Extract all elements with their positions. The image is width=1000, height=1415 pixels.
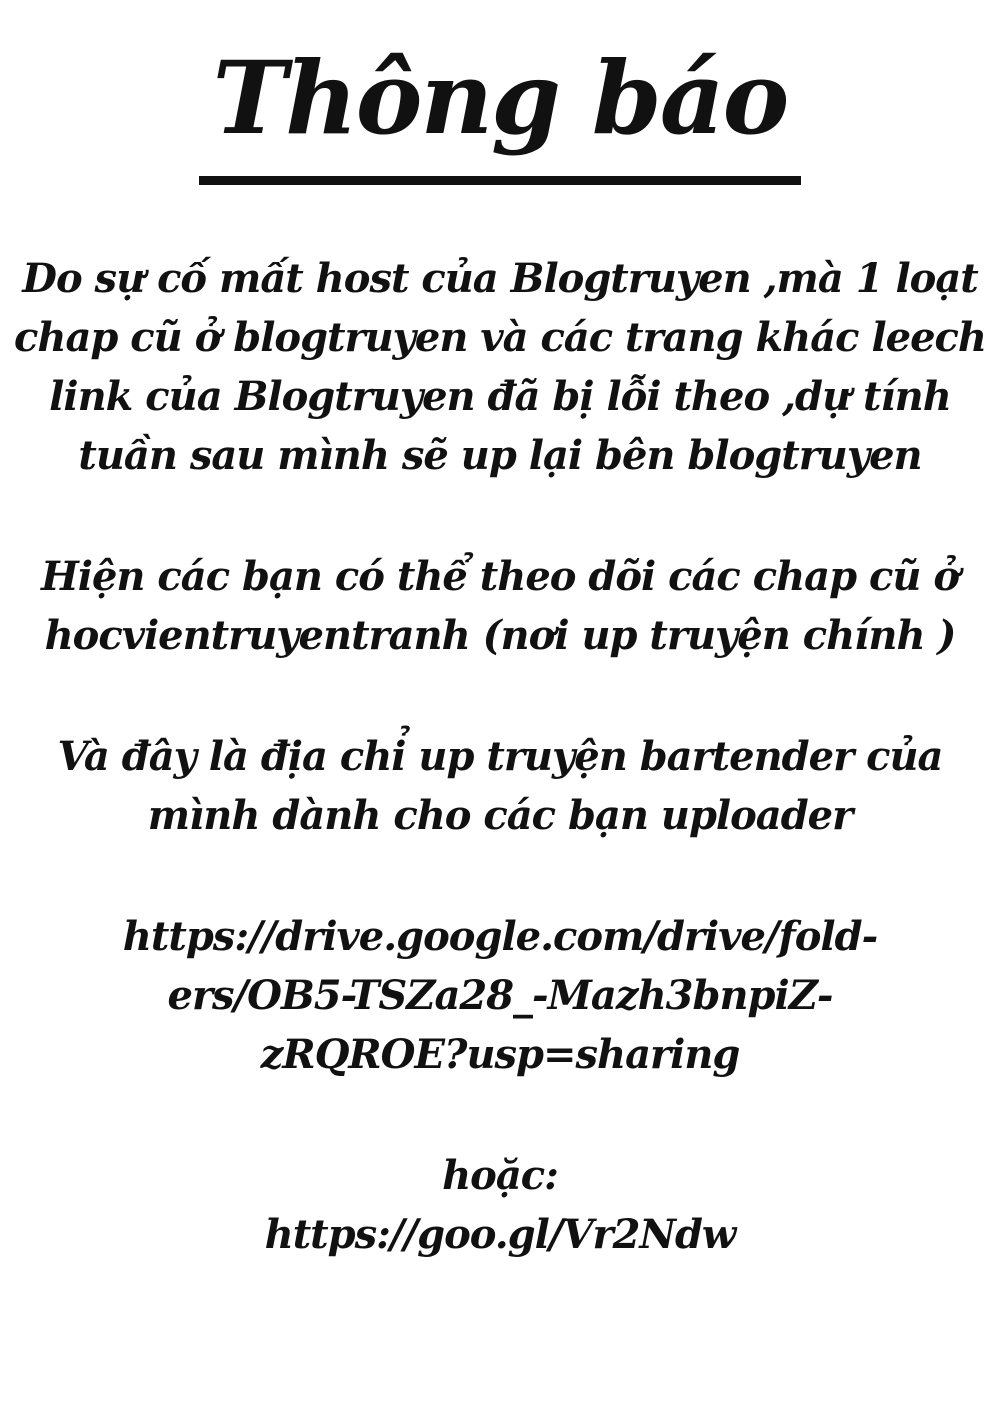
uploader-paragraph: [0, 727, 1000, 845]
drive-url-line: ers/OB5-TSZa28_-Mazh3bnpiZ-: [167, 972, 833, 1019]
announcement-line: Và đây là địa chỉ up truyện bartender của: [57, 733, 943, 780]
announcement-line: tuần sau mình sẽ up lại bên blogtruyen: [78, 432, 922, 479]
drive-url-paragraph: [0, 907, 1000, 1084]
announcement-line: link của Blogtruyen đã bị lỗi theo ,dự tính: [49, 373, 951, 420]
host-issue-paragraph: [0, 249, 1000, 485]
page-title: Thông báo: [199, 34, 802, 185]
announcement-line: Hiện các bạn có thể theo dõi các chap cũ ở: [40, 553, 960, 600]
title-wrap: [0, 0, 1000, 185]
announcement-body: [0, 249, 1000, 1264]
drive-url-line: zRQROE?usp=sharing: [260, 1031, 740, 1078]
announcement-line: chap cũ ở blogtruyen và các trang khác leech: [14, 314, 986, 361]
short-url-line: https://goo.gl/Vr2Ndw: [264, 1211, 736, 1258]
announcement-line: Do sự cố mất host của Blogtruyen ,mà 1 loạt: [22, 255, 978, 302]
drive-url-line: https://drive.google.com/drive/fold-: [122, 913, 878, 960]
short-url-paragraph: [0, 1146, 1000, 1264]
follow-paragraph: [0, 547, 1000, 665]
announcement-line: hocvientruyentranh (nơi up truyện chính ): [44, 612, 956, 659]
short-url-label: hoặc:: [442, 1152, 558, 1199]
announcement-line: mình dành cho các bạn uploader: [147, 792, 853, 839]
